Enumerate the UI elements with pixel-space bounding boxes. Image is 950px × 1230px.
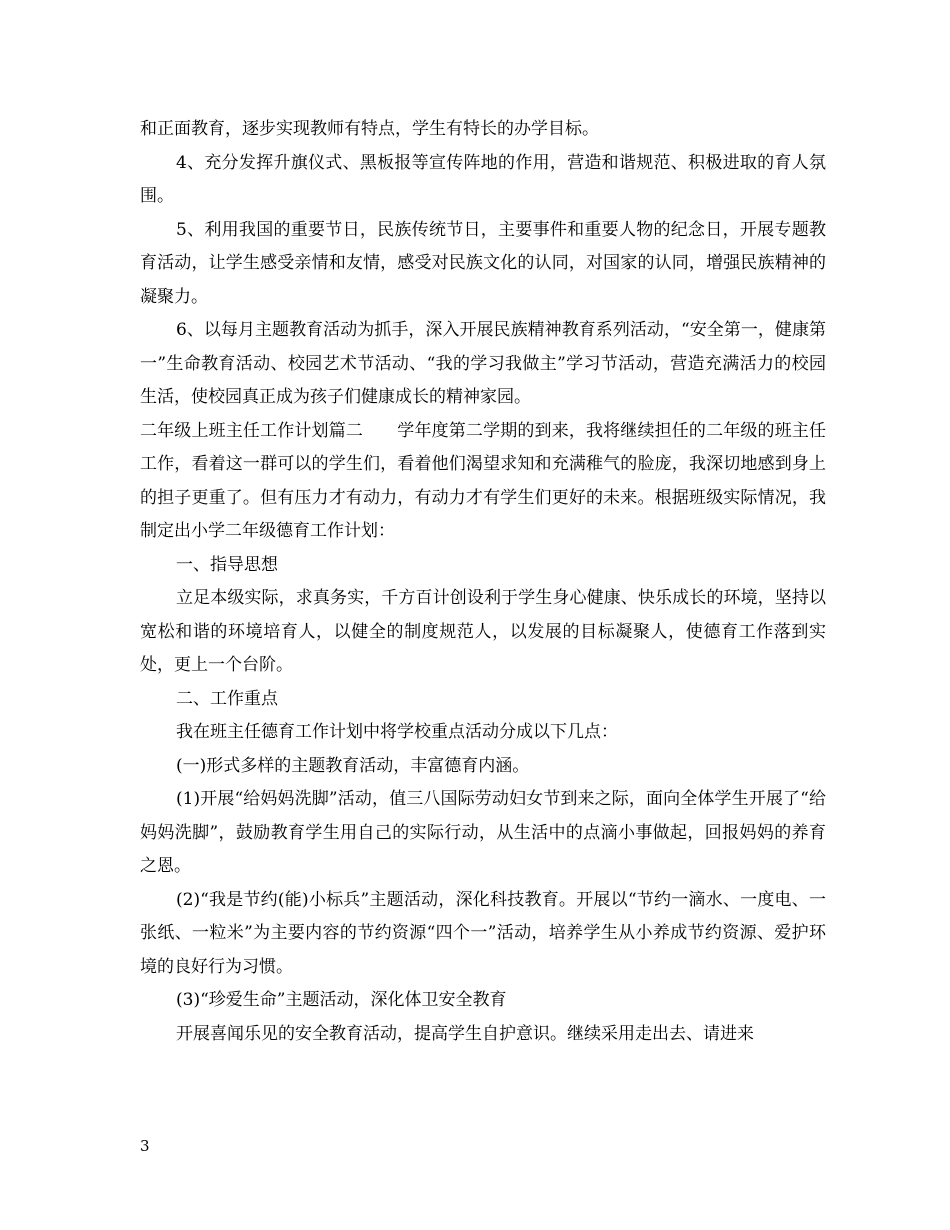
section-heading-guiding-thought: 一、指导思想 xyxy=(176,554,278,575)
paragraph-activity-1: (1)开展“给妈妈洗脚”活动，值三八国际劳动妇女节到来之际，面向全体学生开展了“给妈妈洗脚”，鼓励教育学生用自己的实际行动，从生活中的点滴小事做起，回报妈妈的养育之恩。 xyxy=(140,789,826,876)
paragraph-item-6: 6、以每月主题教育活动为抓手，深入开展民族精神教育系列活动，“安全第一，健康第一”生命教育活动、校园艺术节活动、“我的学习我做主”学习节活动，营造充满活力的校园生活，使校园真正成为孩子们健康成长的精神家园。 xyxy=(140,320,826,407)
document-body xyxy=(140,113,826,1051)
paragraph-activity-2: (2)“我是节约(能)小标兵”主题活动，深化科技教育。开展以“节约一滴水、一度电、一张纸、一粒米”为主要内容的节约资源“四个一”活动，培养学生从小养成节约资源、爱护环境的良好行为习惯。 xyxy=(140,889,826,977)
section-heading-work-focus: 二、工作重点 xyxy=(176,688,278,709)
paragraph-item-4: 4、充分发挥升旗仪式、黑板报等宣传阵地的作用，营造和谐规范、积极进取的育人氛围。 xyxy=(140,152,826,206)
page-number: 3 xyxy=(140,1137,150,1155)
paragraph-continuation: 和正面教育，逐步实现教师有特点，学生有特长的办学目标。 xyxy=(140,119,599,139)
paragraph-guiding-thought: 立足本级实际，求真务实，千方百计创设利于学生身心健康、快乐成长的环境，坚持以宽松和谐的环境培育人，以健全的制度规范人，以发展的目标凝聚人，使德育工作落到实处，更上一个台阶。 xyxy=(140,588,826,675)
paragraph-activity-3: 开展喜闻乐见的安全教育活动，提高学生自护意识。继续采用走出去、请进来 xyxy=(176,1023,754,1044)
paragraph-activity-3-heading: (3)“珍爱生命”主题活动，深化体卫安全教育 xyxy=(176,990,507,1010)
subsection-heading-themed-activities: (一)形式多样的主题教育活动，丰富德育内涵。 xyxy=(176,755,530,776)
paragraph-plan-two-intro: 二年级上班主任工作计划篇二 学年度第二学期的到来，我将继续担任的二年级的班主任工作，看着这一群可以的学生们，看着他们渴望求知和充满稚气的脸庞，我深切地感到身上的担子更重了。但有压力才有动力，有动力才有学生们更好的未来。根据班级实际情况，我制定出小学二年级德育工作计划： xyxy=(140,420,826,541)
paragraph-item-5: 5、利用我国的重要节日，民族传统节日，主要事件和重要人物的纪念日，开展专题教育活动，让学生感受亲情和友情，感受对民族文化的认同，对国家的认同，增强民族精神的凝聚力。 xyxy=(140,219,826,307)
paragraph-work-focus-intro: 我在班主任德育工作计划中将学校重点活动分成以下几点： xyxy=(176,722,618,742)
